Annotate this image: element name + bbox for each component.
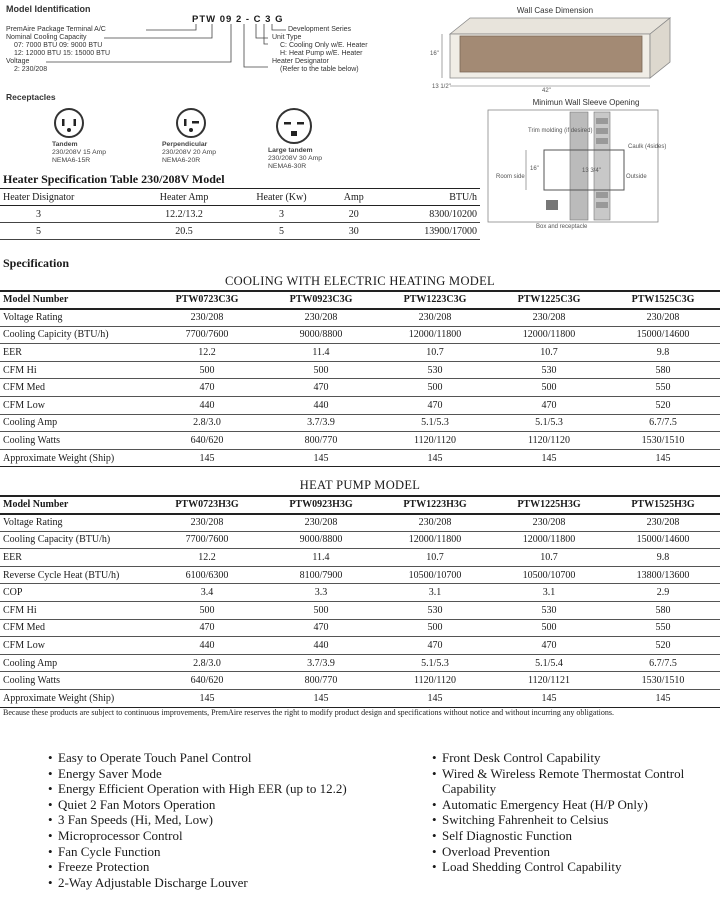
table-cell: 15000/14600 [636, 329, 690, 341]
table-cell: 10500/10700 [408, 569, 462, 581]
table-cell: 20 [348, 208, 359, 220]
wall-case-illustration [430, 6, 680, 98]
column-header: PTW0923H3G [264, 496, 378, 514]
receptacle-perpendicular [162, 108, 216, 165]
table-cell: 9.8 [656, 347, 670, 359]
mi-heater-ref: (Refer to the table below) [280, 66, 359, 73]
table-cell: 1530/1510 [641, 675, 685, 687]
table-cell: 470 [427, 399, 443, 411]
table-row [0, 602, 720, 620]
table-row [0, 206, 480, 223]
features-list-right [432, 750, 717, 875]
receptacle-large-tandem [268, 108, 322, 171]
table-cell: 12000/11800 [522, 329, 576, 341]
table-cell: COP [3, 587, 23, 599]
cooling-spec-table [0, 290, 720, 467]
table-cell: 530 [541, 364, 557, 376]
wall-case-height: 16" [430, 51, 439, 57]
table-row [0, 379, 720, 397]
table-cell: 15000/14600 [636, 534, 690, 546]
table-cell: 145 [541, 692, 557, 704]
bullet-icon: • [48, 843, 53, 859]
table-header-row [0, 189, 480, 206]
bullet-icon: • [48, 859, 53, 875]
table-cell: 7700/7600 [185, 534, 229, 546]
table-cell: 145 [313, 452, 329, 464]
table-cell: 470 [313, 622, 329, 634]
table-row [0, 549, 720, 567]
table-cell: 500 [199, 604, 215, 616]
features-list-left [48, 750, 428, 890]
column-header: PTW1223H3G [378, 496, 492, 514]
receptacle-plug-icon [276, 108, 312, 144]
model-id-heading: Model Identification [6, 4, 91, 14]
wall-case-width: 42" [542, 88, 551, 94]
table-row [0, 619, 720, 637]
table-cell: 1120/1120 [527, 435, 571, 447]
table-cell: 5.1/5.3 [421, 417, 449, 429]
receptacle-tandem [52, 108, 106, 165]
table-cell: 145 [313, 692, 329, 704]
table-row [0, 566, 720, 584]
table-cell: 230/208 [532, 517, 566, 529]
table-cell: Voltage Rating [3, 517, 63, 529]
table-cell: 230/208 [532, 312, 566, 324]
table-cell: 470 [313, 382, 329, 394]
receptacle-spec: 230/208V 20 Amp [162, 149, 217, 156]
column-header: PTW0723H3G [150, 496, 264, 514]
receptacle-nema: NEMA6-15R [52, 157, 91, 164]
mi-capacity-label: Nominal Cooling Capacity [6, 34, 87, 41]
receptacle-nema: NEMA6-20R [162, 157, 201, 164]
receptacle-spec: 230/208V 30 Amp [268, 155, 323, 162]
wall-sleeve-outside: Outside [626, 174, 647, 180]
feature-item [432, 750, 717, 766]
table-row [0, 326, 720, 344]
table-row [0, 361, 720, 379]
model-code: PTW 09 2 - C 3 G [192, 14, 284, 25]
table-row [0, 223, 480, 240]
table-cell: 8100/7900 [299, 569, 343, 581]
table-cell: 12000/11800 [408, 534, 462, 546]
feature-text: Automatic Emergency Heat (H/P Only) [442, 796, 648, 812]
wall-sleeve-width: 13 3/4" [582, 168, 601, 174]
column-header: PTW1225C3G [492, 291, 606, 309]
table-cell: CFM Med [3, 382, 45, 394]
column-header: PTW0923C3G [264, 291, 378, 309]
feature-item [432, 828, 717, 844]
table-cell: 550 [655, 382, 671, 394]
receptacles [6, 92, 426, 170]
table-cell: 7700/7600 [185, 329, 229, 341]
table-cell: 470 [427, 640, 443, 652]
table-cell: EER [3, 347, 22, 359]
table-cell: 5 [278, 225, 284, 237]
feature-item [48, 781, 428, 797]
table-cell: 550 [655, 622, 671, 634]
feature-text: 3 Fan Speeds (Hi, Med, Low) [58, 812, 213, 828]
table-cell: 145 [427, 452, 443, 464]
table-cell: 2.8/3.0 [193, 657, 221, 669]
column-header: Heater Amp [159, 191, 209, 203]
feature-text: Freeze Protection [58, 859, 150, 875]
table-cell: 1120/1120 [413, 435, 457, 447]
table-cell: 470 [541, 640, 557, 652]
table-cell: 13800/13600 [636, 569, 690, 581]
table-cell: 500 [427, 382, 443, 394]
table-cell: 6.7/7.5 [649, 417, 677, 429]
table-row [0, 637, 720, 655]
table-cell: 520 [655, 399, 671, 411]
table-cell: 440 [199, 640, 215, 652]
bullet-icon: • [48, 765, 53, 781]
table-cell: 500 [313, 604, 329, 616]
heat-pump-model-title: HEAT PUMP MODEL [299, 478, 421, 492]
table-cell: 3.1 [428, 587, 442, 599]
table-cell: CFM Hi [3, 364, 37, 376]
feature-text: Load Shedding Control Capability [442, 859, 622, 875]
table-cell: 800/770 [304, 435, 338, 447]
table-cell: 470 [199, 622, 215, 634]
wall-case-diagram [430, 6, 680, 98]
receptacle-plug-icon [176, 108, 206, 138]
table-cell: Cooling Watts [3, 435, 61, 447]
table-cell: 3 [278, 208, 284, 220]
bullet-icon: • [48, 750, 53, 765]
table-cell: 800/770 [304, 675, 338, 687]
table-cell: 3.7/3.9 [307, 417, 335, 429]
feature-item [48, 750, 428, 766]
table-row [0, 531, 720, 549]
bullet-icon: • [432, 859, 437, 875]
wall-sleeve-room-side: Room side [496, 174, 525, 180]
table-cell: 230/208 [304, 517, 338, 529]
table-cell: 145 [199, 692, 215, 704]
table-cell: Voltage Rating [3, 312, 63, 324]
feature-item [48, 766, 428, 782]
specification-title: Specification [3, 256, 69, 270]
table-cell: Approximate Weight (Ship) [3, 692, 115, 704]
bullet-icon: • [48, 796, 53, 812]
table-cell: 9000/8800 [299, 329, 343, 341]
feature-item [432, 844, 717, 860]
table-cell: Reverse Cycle Heat (BTU/h) [3, 569, 120, 581]
receptacles-heading: Receptacles [6, 92, 56, 102]
table-cell: 230/208 [418, 312, 452, 324]
table-cell: 5.1/5.4 [535, 657, 563, 669]
feature-text: Switching Fahrenheit to Celsius [442, 812, 609, 828]
table-cell: 230/208 [646, 312, 680, 324]
receptacle-name: Perpendicular [162, 141, 208, 148]
heater-spec-table [0, 188, 480, 240]
table-header-row [0, 291, 720, 309]
table-cell: 230/208 [190, 312, 224, 324]
heat-pump-spec-table [0, 495, 720, 708]
table-cell: 500 [541, 382, 557, 394]
feature-text: Front Desk Control Capability [442, 750, 601, 765]
bullet-icon: • [432, 812, 437, 828]
wall-case-title: Wall Case Dimension [516, 6, 594, 15]
table-cell: 10.7 [426, 347, 444, 359]
column-header: Model Number [0, 291, 150, 309]
mi-dev-series: Development Series [288, 26, 352, 33]
table-cell: 5.1/5.3 [535, 417, 563, 429]
feature-text: Fan Cycle Function [58, 843, 161, 859]
table-cell: 500 [313, 364, 329, 376]
bullet-icon: • [432, 796, 437, 812]
table-cell: 1120/1120 [413, 675, 457, 687]
bullet-icon: • [432, 827, 437, 843]
table-cell: Cooling Amp [3, 657, 58, 669]
table-row [0, 654, 720, 672]
table-row [0, 344, 720, 362]
table-cell: 440 [199, 399, 215, 411]
table-cell: Cooling Capicity (BTU/h) [3, 329, 109, 341]
table-cell: 13900/17000 [424, 225, 477, 237]
feature-item [432, 812, 717, 828]
feature-item [48, 844, 428, 860]
column-header: PTW0723C3G [150, 291, 264, 309]
mi-unit-type-c: C: Cooling Only w/E. Heater [280, 42, 368, 49]
table-cell: 640/620 [190, 675, 224, 687]
table-header-row [0, 496, 720, 514]
feature-text: Self Diagnostic Function [442, 827, 572, 843]
table-cell: 8300/10200 [429, 208, 477, 220]
bullet-icon: • [48, 812, 53, 828]
bullet-icon: • [48, 781, 53, 797]
table-cell: 11.4 [312, 552, 330, 564]
column-header: PTW1525C3G [606, 291, 720, 309]
table-cell: Cooling Watts [3, 675, 61, 687]
feature-item [432, 859, 717, 875]
wall-sleeve-height: 16" [530, 166, 539, 172]
feature-text: Wired & Wireless Remote Thermostat Control Capability [442, 765, 685, 797]
feature-item [48, 875, 428, 891]
receptacle-spec: 230/208V 15 Amp [52, 149, 107, 156]
bullet-icon: • [432, 765, 437, 781]
table-cell: 500 [199, 364, 215, 376]
feature-text: Quiet 2 Fan Motors Operation [58, 796, 216, 812]
wall-case-depth: 13 1/2" [432, 84, 451, 90]
feature-item [432, 797, 717, 813]
mi-unit-type: Unit Type [272, 34, 302, 41]
table-cell: CFM Low [3, 399, 45, 411]
table-cell: 12.2 [198, 347, 216, 359]
table-cell: 12.2/13.2 [165, 208, 203, 220]
mi-capacity-options-2: 12: 12000 BTU 15: 15000 BTU [14, 50, 111, 57]
table-row [0, 397, 720, 415]
table-cell: 230/208 [190, 517, 224, 529]
column-header: Heater (Kw) [256, 191, 307, 203]
feature-text: Energy Efficient Operation with High EER (up to 12.2) [58, 781, 347, 797]
table-cell: 3 [36, 208, 41, 220]
table-cell: 20.5 [175, 225, 193, 237]
table-cell: 580 [655, 604, 671, 616]
feature-item [48, 812, 428, 828]
table-cell: 440 [313, 640, 329, 652]
receptacle-plug-icon [54, 108, 84, 138]
receptacle-nema: NEMA6-30R [268, 163, 307, 170]
table-cell: 145 [427, 692, 443, 704]
table-cell: Cooling Amp [3, 417, 58, 429]
wall-sleeve-title: Minimun Wall Sleeve Opening [532, 98, 640, 107]
table-cell: 12000/11800 [408, 329, 462, 341]
table-cell: 470 [199, 382, 215, 394]
mi-product-line: PremAire Package Terminal A/C [6, 26, 106, 33]
table-cell: 6.7/7.5 [649, 657, 677, 669]
feature-text: 2-Way Adjustable Discharge Louver [58, 874, 248, 890]
mi-capacity-options-1: 07: 7000 BTU 09: 9000 BTU [14, 42, 103, 49]
mi-voltage-label: Voltage [6, 58, 30, 65]
table-cell: 145 [541, 452, 557, 464]
table-row [0, 449, 720, 467]
table-cell: CFM Med [3, 622, 45, 634]
table-cell: EER [3, 552, 22, 564]
table-row [0, 690, 720, 708]
column-header: Model Number [0, 496, 150, 514]
wall-sleeve-caulk-label: Caulk (4sides) [628, 144, 667, 150]
table-cell: CFM Low [3, 640, 45, 652]
table-cell: 3.7/3.9 [307, 657, 335, 669]
feature-item [432, 766, 717, 797]
table-cell: 10.7 [426, 552, 444, 564]
heater-table-title: Heater Specification Table 230/208V Model [3, 172, 225, 186]
feature-text: Energy Saver Mode [58, 765, 162, 781]
table-cell: 10.7 [540, 552, 558, 564]
bullet-icon: • [432, 750, 437, 765]
bullet-icon: • [48, 874, 53, 890]
receptacle-name: Tandem [52, 141, 78, 148]
table-cell: 10.7 [540, 347, 558, 359]
table-cell: 580 [655, 364, 671, 376]
receptacle-name: Large tandem [268, 147, 313, 154]
feature-item [48, 797, 428, 813]
column-header: PTW1223C3G [378, 291, 492, 309]
table-cell: 530 [427, 604, 443, 616]
feature-item [48, 828, 428, 844]
table-cell: 10500/10700 [522, 569, 576, 581]
table-cell: 2.8/3.0 [193, 417, 221, 429]
table-cell: 5.1/5.3 [421, 657, 449, 669]
mi-unit-type-h: H: Heat Pump w/E. Heater [280, 50, 363, 57]
table-cell: 5 [36, 225, 41, 237]
bullet-icon: • [432, 843, 437, 859]
table-row [0, 432, 720, 450]
table-cell: 500 [541, 622, 557, 634]
table-row [0, 414, 720, 432]
table-cell: 230/208 [418, 517, 452, 529]
feature-item [48, 859, 428, 875]
table-cell: 145 [655, 452, 671, 464]
cooling-model-title: COOLING WITH ELECTRIC HEATING MODEL [225, 274, 495, 288]
table-cell: 3.4 [200, 587, 214, 599]
table-row [0, 672, 720, 690]
table-cell: CFM Hi [3, 604, 37, 616]
table-row [0, 309, 720, 327]
table-cell: 500 [427, 622, 443, 634]
table-cell: 12.2 [198, 552, 216, 564]
table-cell: 470 [541, 399, 557, 411]
table-cell: 230/208 [646, 517, 680, 529]
table-cell: 145 [655, 692, 671, 704]
wall-sleeve-diagram [486, 98, 686, 238]
table-cell: 145 [199, 452, 215, 464]
table-cell: 6100/6300 [185, 569, 229, 581]
table-cell: 440 [313, 399, 329, 411]
column-header: BTU/h [449, 191, 477, 203]
column-header: Heater Disignator [3, 191, 75, 203]
table-cell: 520 [655, 640, 671, 652]
table-row [0, 584, 720, 602]
table-cell: 2.9 [656, 587, 670, 599]
table-row [0, 514, 720, 532]
table-cell: 30 [348, 225, 359, 237]
table-cell: 640/620 [190, 435, 224, 447]
table-cell: 530 [541, 604, 557, 616]
model-identification [6, 4, 426, 90]
feature-text: Easy to Operate Touch Panel Control [58, 750, 252, 765]
table-cell: 3.1 [542, 587, 556, 599]
mi-heater-designator: Heater Designator [272, 58, 329, 65]
table-cell: 530 [427, 364, 443, 376]
wall-sleeve-trim-label: Trim molding (if desired) [528, 128, 593, 134]
column-header: Amp [343, 191, 364, 203]
feature-text: Overload Prevention [442, 843, 550, 859]
column-header: PTW1525H3G [606, 496, 720, 514]
mi-voltage-option: 2: 230/208 [14, 66, 48, 73]
table-cell: Cooling Capacity (BTU/h) [3, 534, 111, 546]
table-cell: 11.4 [312, 347, 330, 359]
column-header: PTW1225H3G [492, 496, 606, 514]
table-cell: 1120/1121 [527, 675, 571, 687]
table-cell: 3.3 [314, 587, 328, 599]
table-cell: Approximate Weight (Ship) [3, 452, 115, 464]
feature-text: Microprocessor Control [58, 827, 183, 843]
table-cell: 9000/8800 [299, 534, 343, 546]
table-cell: 1530/1510 [641, 435, 685, 447]
disclaimer-text: Because these products are subject to continuous improvements, PremAire reserves the right to modify product design and specifications without notice and without incurring any obligations. [3, 708, 614, 717]
bullet-icon: • [48, 827, 53, 843]
table-cell: 9.8 [656, 552, 670, 564]
table-cell: 12000/11800 [522, 534, 576, 546]
wall-sleeve-box-label: Box and receptacle [536, 224, 588, 230]
table-cell: 230/208 [304, 312, 338, 324]
